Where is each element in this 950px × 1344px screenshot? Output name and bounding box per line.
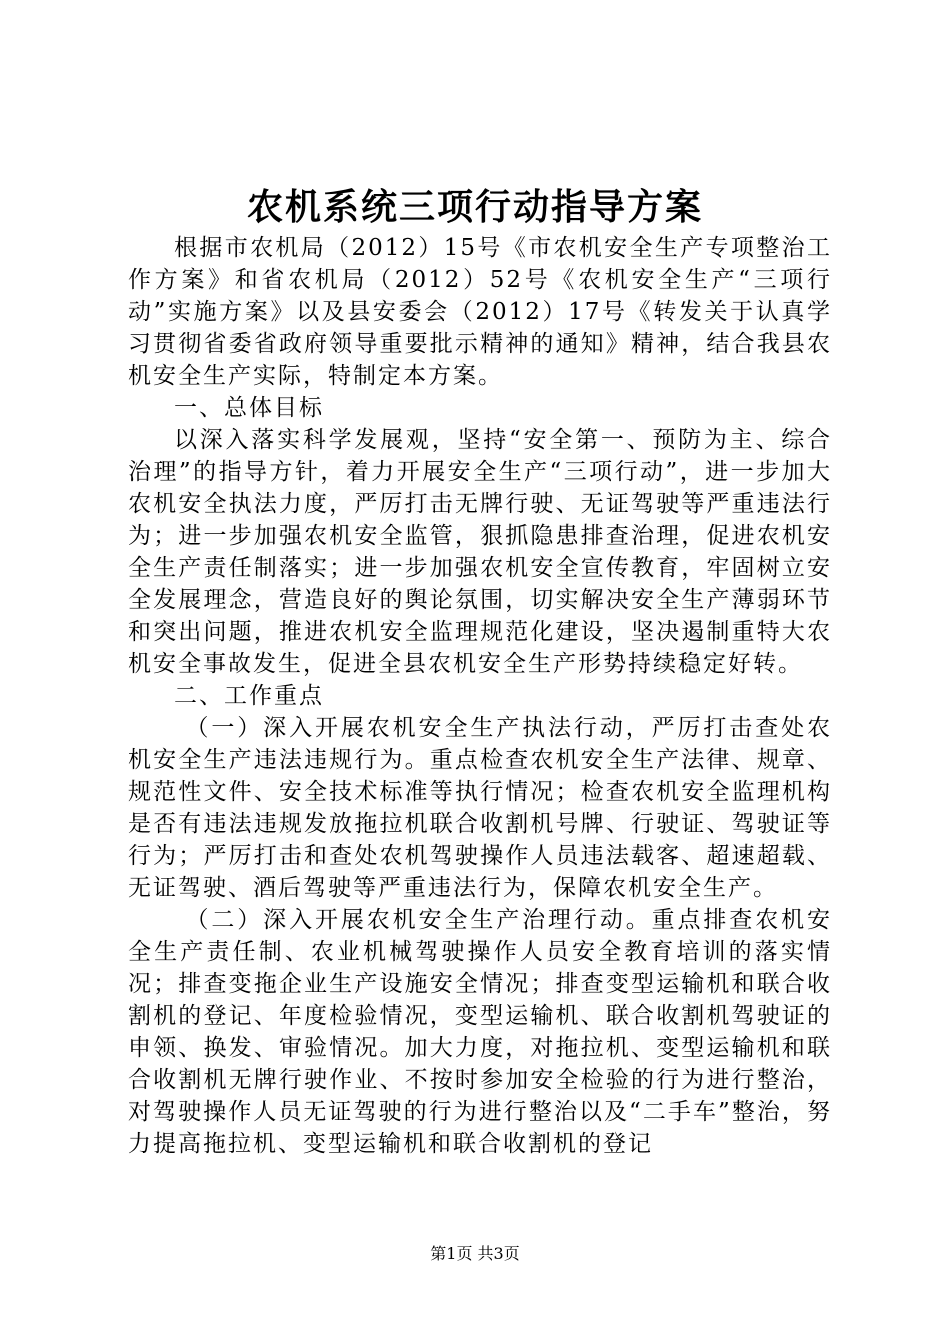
- section-heading-overall-goal: 一、总体目标: [174, 395, 324, 421]
- document-title: 农机系统三项行动指导方案: [246, 187, 703, 228]
- page-footer: 第1页 共3页: [430, 1244, 520, 1263]
- section-heading-work-focus: 二、工作重点: [174, 683, 324, 709]
- paragraph-intro: 根据市农机局（2012）15号《市农机安全生产专项整治工作方案》和省农机局（2012）52号《农机安全生产“三项行动”实施方案》以及县安委会（2012）17号《转发关于认真学习贯彻省委省政府领导重要批示精神的通知》精神，结合我县农机安全生产实际，特制定本方案。: [128, 235, 832, 389]
- document-body: [128, 232, 832, 1160]
- paragraph-overall-goal: 以深入落实科学发展观，坚持“安全第一、预防为主、综合治理”的指导方针，着力开展安全生产“三项行动”，进一步加大农机安全执法力度，严厉打击无牌行驶、无证驾驶等严重违法行为；进一步加强农机安全监管，狠抓隐患排查治理，促进农机安全生产责任制落实；进一步加强农机安全宣传教育，牢固树立安全发展理念，营造良好的舆论氛围，切实解决安全生产薄弱环节和突出问题，推进农机安全监理规范化建设，坚决遏制重特大农机安全事故发生，促进全县农机安全生产形势持续稳定好转。: [128, 427, 832, 677]
- paragraph-enforcement-action: （一）深入开展农机安全生产执法行动，严厉打击查处农机安全生产违法违规行为。重点检查农机安全生产法律、规章、规范性文件、安全技术标准等执行情况；检查农机安全监理机构是否有违法违规发放拖拉机联合收割机号牌、行驶证、驾驶证等行为；严厉打击和查处农机驾驶操作人员违法载客、超速超载、无证驾驶、酒后驾驶等严重违法行为，保障农机安全生产。: [128, 715, 832, 901]
- paragraph-governance-action: （二）深入开展农机安全生产治理行动。重点排查农机安全生产责任制、农业机械驾驶操作人员安全教育培训的落实情况；排查变拖企业生产设施安全情况；排查变型运输机和联合收割机的登记、年度检验情况，变型运输机、联合收割机驾驶证的申领、换发、审验情况。加大力度，对拖拉机、变型运输机和联合收割机无牌行驶作业、不按时参加安全检验的行为进行整治，对驾驶操作人员无证驾驶的行为进行整治以及“二手车”整治，努力提高拖拉机、变型运输机和联合收割机的登记: [128, 907, 832, 1157]
